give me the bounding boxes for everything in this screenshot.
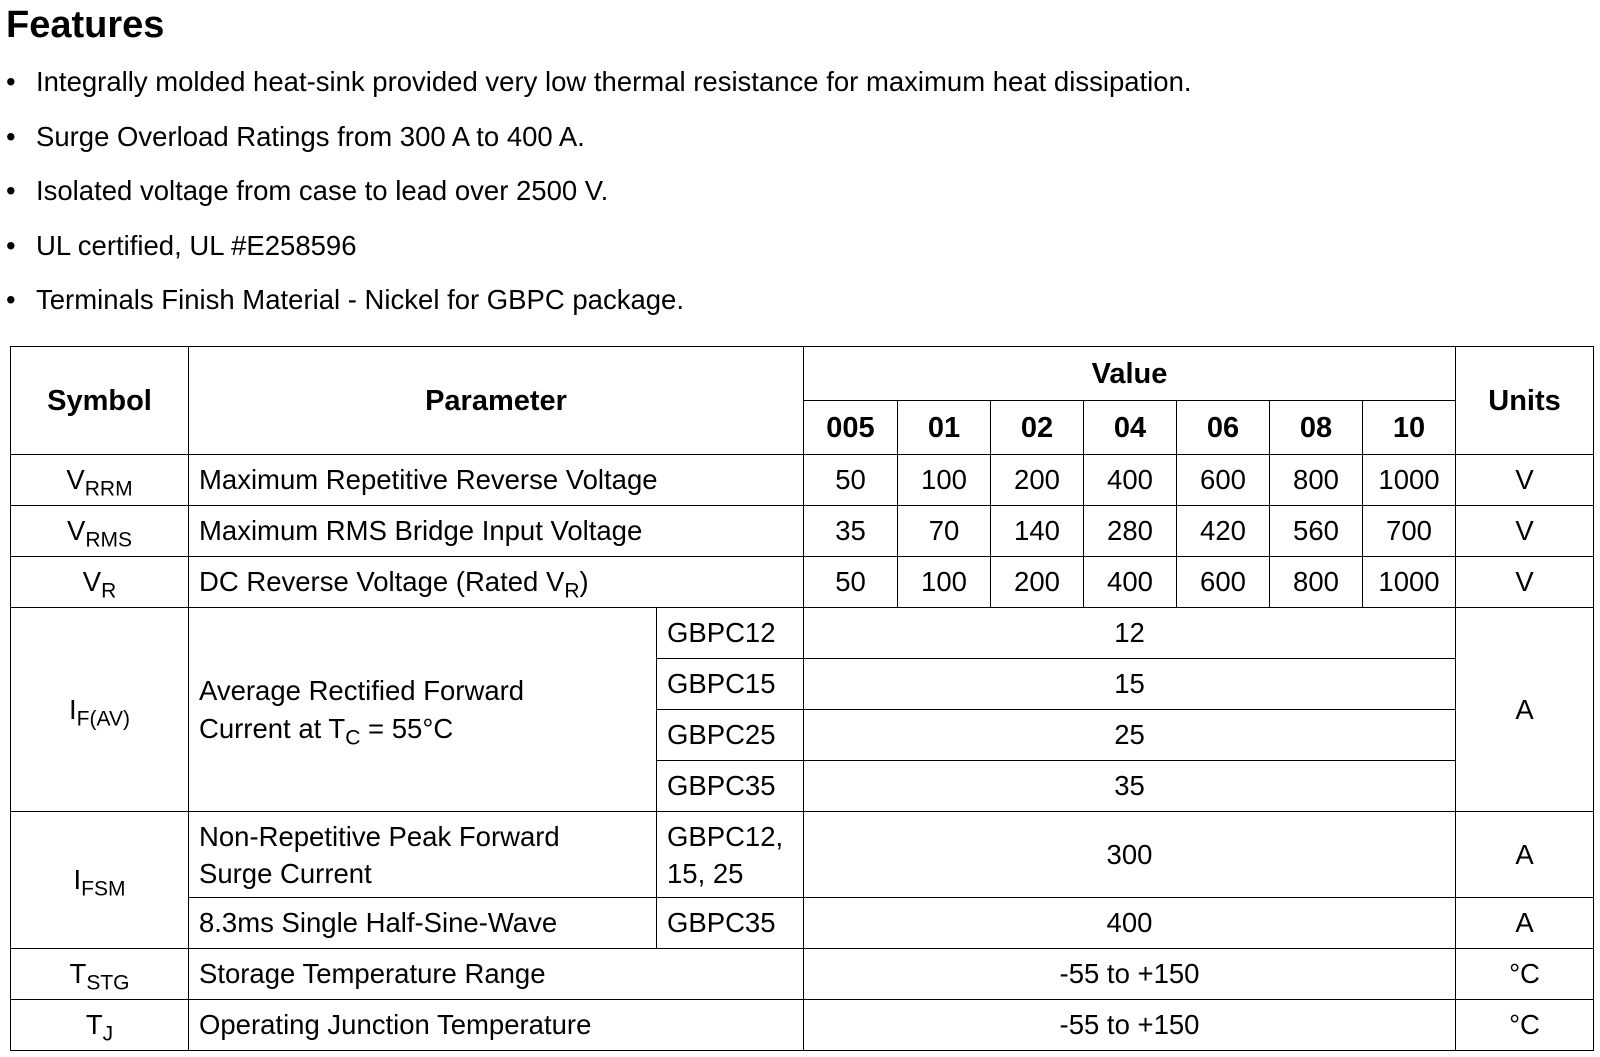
feature-item [0,169,1192,224]
parameter-text: ) [579,566,589,597]
header-value-col: 005 [804,401,898,455]
parameter-cell: Operating Junction Temperature [189,1000,804,1051]
parameter-cell [189,557,804,608]
symbol-main: V [82,566,102,597]
value-cell: 700 [1363,506,1456,557]
parameter-text: Non-Repetitive Peak Forward [199,820,560,852]
symbol-sub: F(AV) [76,706,130,730]
package-cell: GBPC35 [657,898,804,949]
header-parameter: Parameter [189,347,804,455]
symbol-cell [11,557,189,608]
value-cell: 1000 [1363,557,1456,608]
value-cell: 50 [804,557,898,608]
value-cell: 560 [1270,506,1363,557]
value-cell: -55 to +150 [804,1000,1456,1051]
feature-item [0,224,1192,279]
header-value-col: 01 [898,401,991,455]
parameter-sub: R [564,579,580,603]
value-cell: 100 [898,455,991,506]
symbol-main: I [73,864,82,895]
unit-cell: A [1456,812,1594,898]
parameter-text: DC Reverse Voltage (Rated V [199,566,565,597]
parameter-text: Current at T [199,712,346,744]
feature-text: Isolated voltage from case to lead over 2500 V. [36,175,609,206]
package-cell: GBPC25 [657,710,804,761]
header-units: Units [1456,347,1594,455]
unit-cell: A [1456,608,1594,812]
parameter-text: = 55°C [360,712,454,744]
parameter-text: Surge Current [199,857,372,889]
symbol-sub: RMS [85,528,132,552]
parameter-line [199,710,656,748]
table-row [11,949,1594,1000]
value-cell: 25 [804,710,1456,761]
symbol-main: V [66,464,85,495]
symbol-main: T [69,958,87,989]
parameter-cell: 8.3ms Single Half-Sine-Wave [189,898,657,949]
value-cell: 280 [1084,506,1177,557]
package-cell [657,812,804,898]
package-text: 15, 25 [667,857,744,889]
header-value-col: 10 [1363,401,1456,455]
table-row [11,506,1594,557]
header-value-col: 08 [1270,401,1363,455]
value-cell: 35 [804,761,1456,812]
value-cell: 400 [1084,455,1177,506]
symbol-sub: J [102,1022,114,1046]
value-cell: 420 [1177,506,1270,557]
value-cell: 400 [1084,557,1177,608]
value-cell: 140 [991,506,1084,557]
value-cell: 300 [804,812,1456,898]
features-list [0,60,1192,333]
header-value-col: 04 [1084,401,1177,455]
header-value-col: 06 [1177,401,1270,455]
bullet-icon: • [6,175,16,206]
symbol-cell [11,608,189,812]
package-text: GBPC12, [667,820,784,852]
ratings-table [10,346,1594,1051]
symbol-cell [11,455,189,506]
header-symbol: Symbol [11,347,189,455]
header-value-col: 02 [991,401,1084,455]
table-row [11,812,1594,898]
feature-text: UL certified, UL #E258596 [36,229,357,261]
symbol-sub: FSM [81,877,126,901]
feature-item [0,278,1192,333]
value-cell: 12 [804,608,1456,659]
unit-cell: V [1456,557,1594,608]
value-cell: 600 [1177,455,1270,506]
symbol-cell [11,812,189,949]
package-cell: GBPC35 [657,761,804,812]
package-cell: GBPC12 [657,608,804,659]
value-cell: 600 [1177,557,1270,608]
bullet-icon: • [6,120,16,152]
table-row [11,455,1594,506]
feature-text: Integrally molded heat-sink provided very low thermal resistance for maximum heat dissipation. [36,66,1192,97]
symbol-cell [11,949,189,1000]
value-cell: 35 [804,506,898,557]
feature-text: Surge Overload Ratings from 300 A to 400 A. [36,120,585,152]
value-cell: 400 [804,898,1456,949]
symbol-cell [11,506,189,557]
value-cell: 1000 [1363,455,1456,506]
feature-item [0,60,1192,115]
symbol-main: T [85,1009,103,1040]
value-cell: 100 [898,557,991,608]
table-row [11,608,1594,659]
table-row [11,898,1594,949]
symbol-sub: R [101,579,117,603]
unit-cell: V [1456,455,1594,506]
bullet-icon: • [6,284,16,315]
value-cell: 200 [991,557,1084,608]
value-cell: 70 [898,506,991,557]
unit-cell: A [1456,898,1594,949]
parameter-cell: Maximum Repetitive Reverse Voltage [189,455,804,506]
symbol-sub: STG [86,971,130,995]
value-cell: 15 [804,659,1456,710]
parameter-cell: Maximum RMS Bridge Input Voltage [189,506,804,557]
parameter-text: Average Rectified Forward [199,674,525,706]
section-heading: Features [6,4,165,46]
parameter-sub: C [345,725,361,749]
value-cell: 800 [1270,557,1363,608]
header-value: Value [804,347,1456,401]
symbol-main: V [66,515,86,546]
package-cell: GBPC15 [657,659,804,710]
symbol-main: I [69,693,77,725]
parameter-cell [189,608,657,812]
feature-text: Terminals Finish Material - Nickel for GBPC package. [36,284,684,315]
unit-cell: V [1456,506,1594,557]
unit-cell: °C [1456,949,1594,1000]
bullet-icon: • [6,66,16,97]
value-cell: 200 [991,455,1084,506]
symbol-sub: RRM [84,477,133,501]
feature-item [0,115,1192,170]
value-cell: -55 to +150 [804,949,1456,1000]
table-row [11,557,1594,608]
value-cell: 50 [804,455,898,506]
symbol-cell [11,1000,189,1051]
parameter-cell [189,812,657,898]
value-cell: 800 [1270,455,1363,506]
table-row [11,1000,1594,1051]
unit-cell: °C [1456,1000,1594,1051]
bullet-icon: • [6,229,16,261]
parameter-cell: Storage Temperature Range [189,949,804,1000]
